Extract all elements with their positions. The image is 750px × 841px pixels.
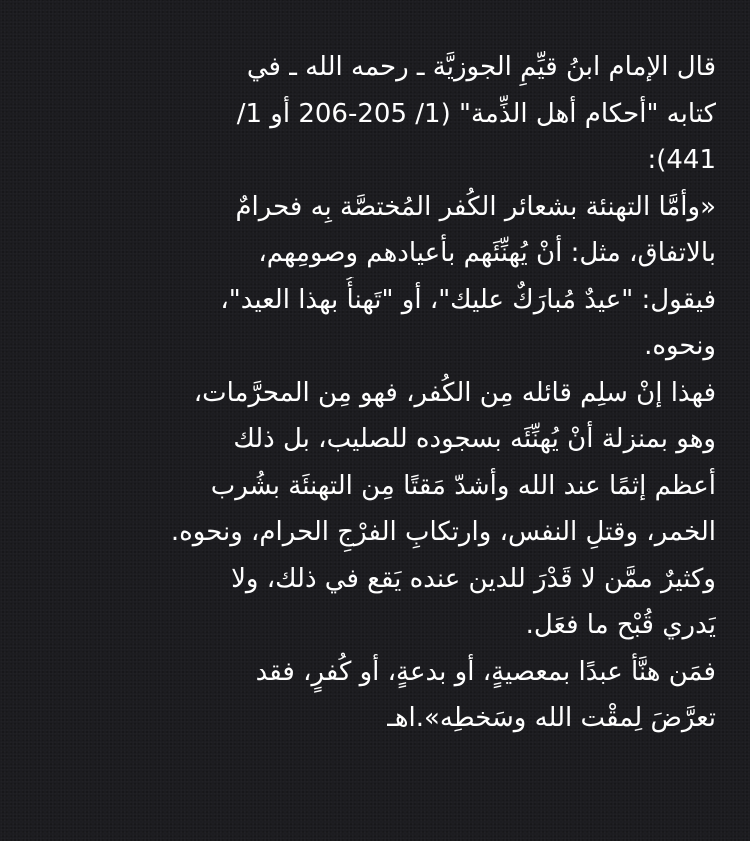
quote-text: [34, 44, 716, 742]
text-line-6: فيقول: "عيدٌ مُبارَكٌ عليك"، أو "تَهنأُ بهذا العيد"،: [220, 284, 716, 315]
text-line-5: بالاتفاق، مثل: أنْ يُهنِّئَهم بأعيادهم وصومِهم،: [258, 238, 716, 268]
text-line-12: وكثيرٌ ممَّن لا قَدْرَ للدين عنده يَقع في ذلك، ولا: [231, 563, 716, 594]
text-line-9: وهو بمنزلة أنْ يُهنِّئَه بسجوده للصليب، بل ذلك: [233, 424, 716, 454]
text-line-11: الخمر، وقتلِ النفس، وارتكابِ الفرْجِ الحرام، ونحوه.: [170, 517, 716, 547]
text-line-3: 441):: [647, 145, 716, 175]
text-line-8: فهذا إنْ سلِم قائله مِن الكُفر، فهو مِن المحرَّمات،: [193, 377, 716, 408]
text-line-13: يَدري قُبْح ما فعَل.: [525, 610, 716, 640]
text-line-15: تعرَّضَ لِمقْت الله وسَخطِه».اهـ: [387, 703, 716, 733]
text-line-14: فمَن هنَّأ عبدًا بمعصيةٍ، أو بدعةٍ، أو كُفرٍ، فقد: [255, 656, 716, 687]
text-line-4: «وأمَّا التهنئة بشعائر الكُفر المُختصَّة بِه فحرامٌ: [235, 191, 716, 222]
text-line-1: قال الإمام ابنُ قيِّمِ الجوزيَّة ـ رحمه الله ـ في: [246, 52, 716, 82]
text-line-7: ونحوه.: [644, 331, 716, 361]
text-line-10: أعظم إثمًا عند الله وأشدّ مَقتًا مِن التهنئَة بشُرب: [210, 470, 716, 501]
text-line-2: كتابه "أحكام أهل الذِّمة" (1/ 205-206 أو 1/: [236, 98, 716, 129]
